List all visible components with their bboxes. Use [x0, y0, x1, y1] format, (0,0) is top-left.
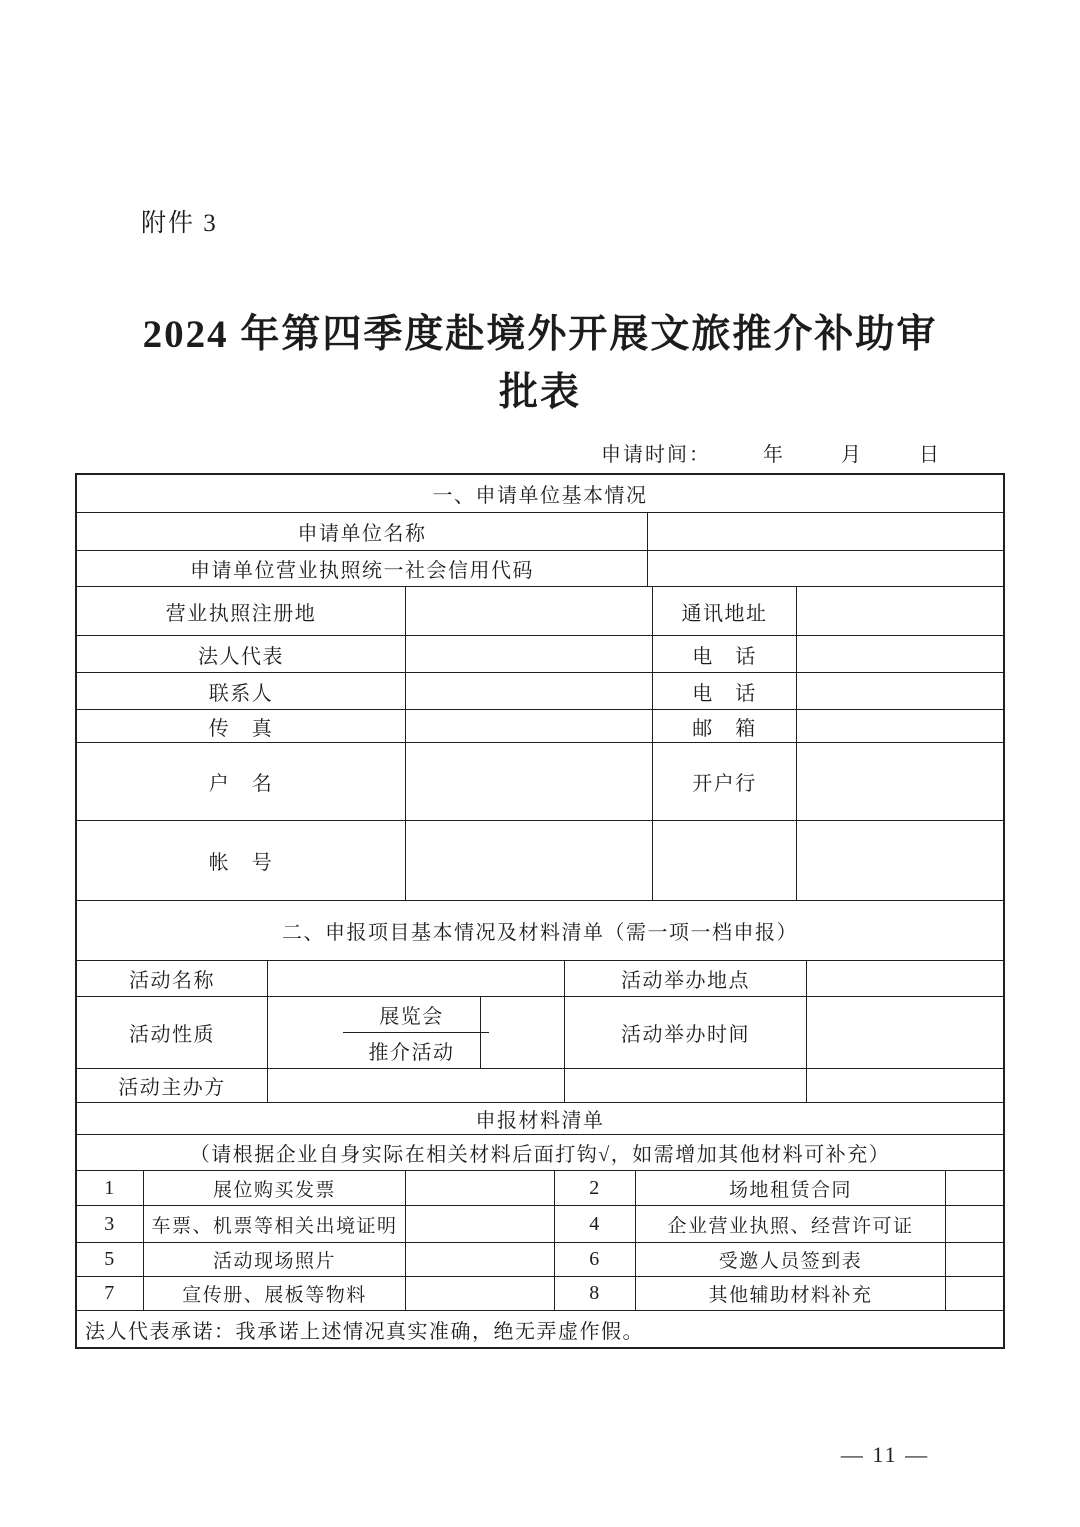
- account-number-label: 帐 号: [77, 821, 406, 900]
- organizer-label: 活动主办方: [77, 1069, 268, 1102]
- apply-time-year-unit: 年: [763, 444, 785, 466]
- credit-code-label: 申请单位营业执照统一社会信用代码: [77, 551, 648, 586]
- fax-input-cell[interactable]: [406, 710, 653, 742]
- legal-rep-phone-input-cell[interactable]: [797, 636, 1003, 672]
- credit-code-input-cell[interactable]: [648, 551, 1003, 586]
- material-2-number: 2: [555, 1171, 636, 1205]
- mail-address-label: 通讯地址: [653, 587, 797, 635]
- page-number: — 11 —: [840, 1442, 930, 1467]
- materials-row: [77, 1243, 1003, 1277]
- section2-header: 二、申报项目基本情况及材料清单（需一项一档申报）: [282, 922, 798, 944]
- bank-input-cell[interactable]: [797, 743, 1003, 820]
- material-3-name: 车票、机票等相关出境证明: [144, 1206, 406, 1242]
- activity-venue-label: 活动举办地点: [565, 961, 807, 996]
- activity-name-label: 活动名称: [77, 961, 268, 996]
- material-4-check-cell[interactable]: [946, 1206, 1003, 1242]
- material-8-name: 其他辅助材料补充: [636, 1277, 946, 1310]
- material-7-check-cell[interactable]: [406, 1277, 555, 1310]
- material-3-number: 3: [77, 1206, 144, 1242]
- apply-time-month-unit: 月: [841, 444, 863, 466]
- materials-row: [77, 1277, 1003, 1311]
- document-title-line1: 2024 年第四季度赴境外开展文旅推介补助审: [142, 313, 938, 356]
- material-1-check-cell[interactable]: [406, 1171, 555, 1205]
- unit-name-input-cell[interactable]: [648, 513, 1003, 550]
- account-number-extra-input-cell[interactable]: [797, 821, 1003, 900]
- activity-time-label: 活动举办时间: [565, 997, 807, 1068]
- activity-name-input-cell[interactable]: [268, 961, 565, 996]
- reg-address-input-cell[interactable]: [406, 587, 653, 635]
- organizer-extra-cell[interactable]: [565, 1069, 807, 1102]
- contact-phone-input-cell[interactable]: [797, 673, 1003, 709]
- apply-time-day-unit: 日: [919, 444, 941, 466]
- material-7-name: 宣传册、展板等物料: [144, 1277, 406, 1310]
- material-8-number: 8: [555, 1277, 636, 1310]
- unit-name-label: 申请单位名称: [77, 513, 648, 550]
- nature-option-exhibition-label: 展览会: [343, 997, 481, 1032]
- material-8-check-cell[interactable]: [946, 1277, 1003, 1310]
- apply-time-label: 申请时间：: [601, 444, 711, 466]
- material-2-check-cell[interactable]: [946, 1171, 1003, 1205]
- approval-form-table: [75, 473, 1005, 1349]
- email-label: 邮 箱: [653, 710, 797, 742]
- material-5-name: 活动现场照片: [144, 1243, 406, 1276]
- fax-label: 传 真: [77, 710, 406, 742]
- activity-time-input-cell[interactable]: [807, 997, 1003, 1068]
- email-input-cell[interactable]: [797, 710, 1003, 742]
- contact-phone-label: 电 话: [653, 673, 797, 709]
- attachment-label: 附件 3: [141, 210, 218, 237]
- material-4-number: 4: [555, 1206, 636, 1242]
- material-6-name: 受邀人员签到表: [636, 1243, 946, 1276]
- organizer-extra-cell2[interactable]: [807, 1069, 1003, 1102]
- contact-input-cell[interactable]: [406, 673, 653, 709]
- organizer-input-cell[interactable]: [268, 1069, 565, 1102]
- apply-time-line: [601, 438, 941, 467]
- activity-nature-label: 活动性质: [77, 997, 268, 1068]
- account-number-input-cell[interactable]: [406, 821, 653, 900]
- legal-rep-input-cell[interactable]: [406, 636, 653, 672]
- material-2-name: 场地租赁合同: [636, 1171, 946, 1205]
- material-3-check-cell[interactable]: [406, 1206, 555, 1242]
- legal-rep-phone-label: 电 话: [653, 636, 797, 672]
- activity-nature-options: [268, 997, 565, 1068]
- material-1-name: 展位购买发票: [144, 1171, 406, 1205]
- nature-option-exhibition-check-cell[interactable]: [481, 997, 489, 1032]
- account-name-label: 户 名: [77, 743, 406, 820]
- materials-row: [77, 1206, 1003, 1243]
- material-6-check-cell[interactable]: [946, 1243, 1003, 1276]
- material-5-number: 5: [77, 1243, 144, 1276]
- materials-list-header: 申报材料清单: [475, 1110, 605, 1132]
- contact-label: 联系人: [77, 673, 406, 709]
- nature-option-promotion-check-cell[interactable]: [481, 1033, 489, 1068]
- material-6-number: 6: [555, 1243, 636, 1276]
- activity-venue-input-cell[interactable]: [807, 961, 1003, 996]
- material-5-check-cell[interactable]: [406, 1243, 555, 1276]
- materials-row: [77, 1171, 1003, 1206]
- section1-header: 一、申请单位基本情况: [432, 485, 648, 507]
- document-title: [0, 306, 1080, 422]
- material-7-number: 7: [77, 1277, 144, 1310]
- account-name-input-cell[interactable]: [406, 743, 653, 820]
- document-title-line2: 批表: [498, 371, 581, 414]
- reg-address-label: 营业执照注册地: [77, 587, 406, 635]
- legal-rep-label: 法人代表: [77, 636, 406, 672]
- bank-label: 开户行: [653, 743, 797, 820]
- materials-note: （请根据企业自身实际在相关材料后面打钩√，如需增加其他材料可补充）: [189, 1144, 891, 1166]
- mail-address-input-cell[interactable]: [797, 587, 1003, 635]
- nature-option-promotion-label: 推介活动: [343, 1033, 481, 1068]
- account-number-extra-cell[interactable]: [653, 821, 797, 900]
- material-1-number: 1: [77, 1171, 144, 1205]
- material-4-name: 企业营业执照、经营许可证: [636, 1206, 946, 1242]
- legal-rep-promise: 法人代表承诺：我承诺上述情况真实准确，绝无弄虚作假。: [85, 1320, 644, 1343]
